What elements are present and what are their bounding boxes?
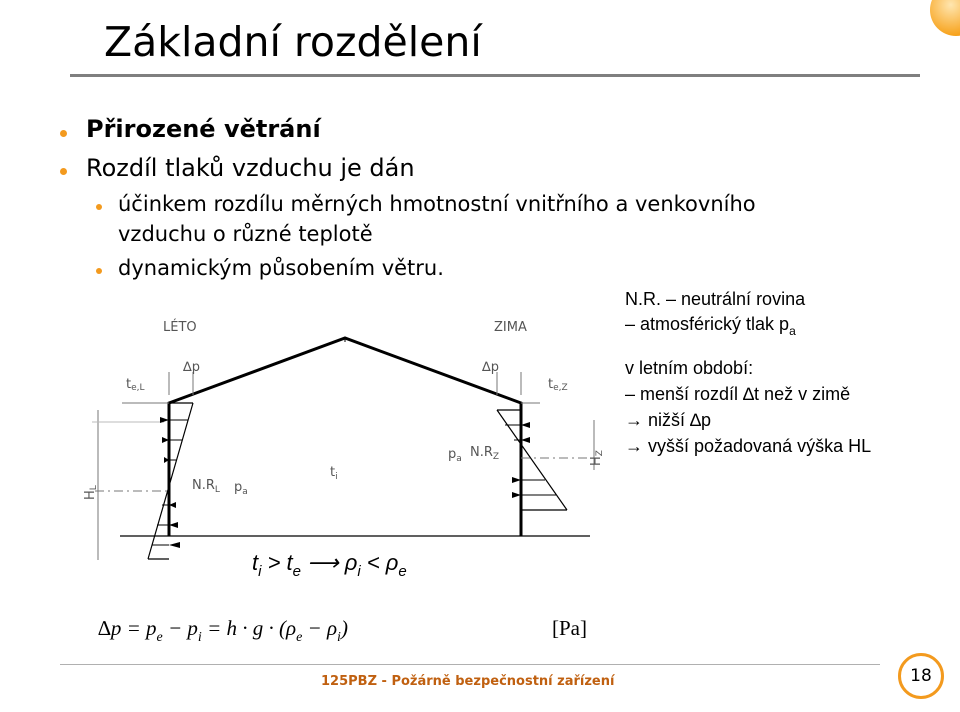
label-nr-l: $N.R_L$ bbox=[192, 478, 220, 495]
label-hl: HL bbox=[83, 485, 99, 500]
footer-course-title: 125PBZ - Požárně bezpečnostní zařízení bbox=[321, 674, 615, 689]
note-smaller-dt: – menší rozdíl ∆t než v zimě bbox=[625, 384, 851, 404]
label-nr-z: $N.R_Z$ bbox=[470, 445, 500, 462]
house-outline bbox=[169, 338, 521, 536]
bullet-natural-ventilation: Přirozené větrání bbox=[86, 115, 321, 143]
bullet-pressure-difference: Rozdíl tlaků vzduchu je dán bbox=[86, 154, 415, 182]
label-leto: LÉTO bbox=[163, 320, 197, 335]
label-dp-l: ∆p bbox=[183, 360, 200, 375]
sub-bullet-density: účinkem rozdílu měrných hmotnostní vnitřního a venkovního bbox=[118, 192, 756, 216]
label-pa-z: $p_a$ bbox=[448, 447, 462, 464]
formula-pressure-difference: $\Delta p = p_e - p_i = h \cdot g \cdot (\rho_e - \rho_i)$ bbox=[98, 616, 348, 645]
note-summer: v letním období: bbox=[625, 358, 754, 378]
label-dp-z: ∆p bbox=[482, 360, 499, 375]
label-te-l: te,L bbox=[126, 377, 145, 393]
label-te-z: te,Z bbox=[548, 377, 568, 393]
label-ti: $t_i$ bbox=[330, 465, 338, 482]
label-hz: HZ bbox=[589, 450, 605, 466]
note-neutral-plane: N.R. – neutrální rovina bbox=[625, 289, 806, 309]
formula-unit: [Pa] bbox=[552, 616, 587, 640]
sub-bullet-density-cont: vzduchu o různé teplotě bbox=[118, 222, 373, 246]
footer-divider bbox=[60, 664, 880, 665]
formula-temperature-density: $t_i > t_e$ ⟶ $\rho_i < \rho_e$ bbox=[252, 550, 407, 580]
label-zima: ZIMA bbox=[494, 320, 527, 335]
note-lower-dp: → nižší ∆p bbox=[625, 410, 712, 430]
page-number: 18 bbox=[898, 653, 944, 699]
note-atmospheric-pressure: – atmosférický tlak $p_a$ bbox=[625, 314, 796, 338]
note-higher-hl: → vyšší požadovaná výška HL bbox=[625, 436, 872, 456]
label-pa-l: $p_a$ bbox=[234, 480, 248, 497]
page-title: Základní rozdělení bbox=[104, 18, 482, 66]
sub-bullet-wind: dynamickým působením větru. bbox=[118, 256, 444, 280]
